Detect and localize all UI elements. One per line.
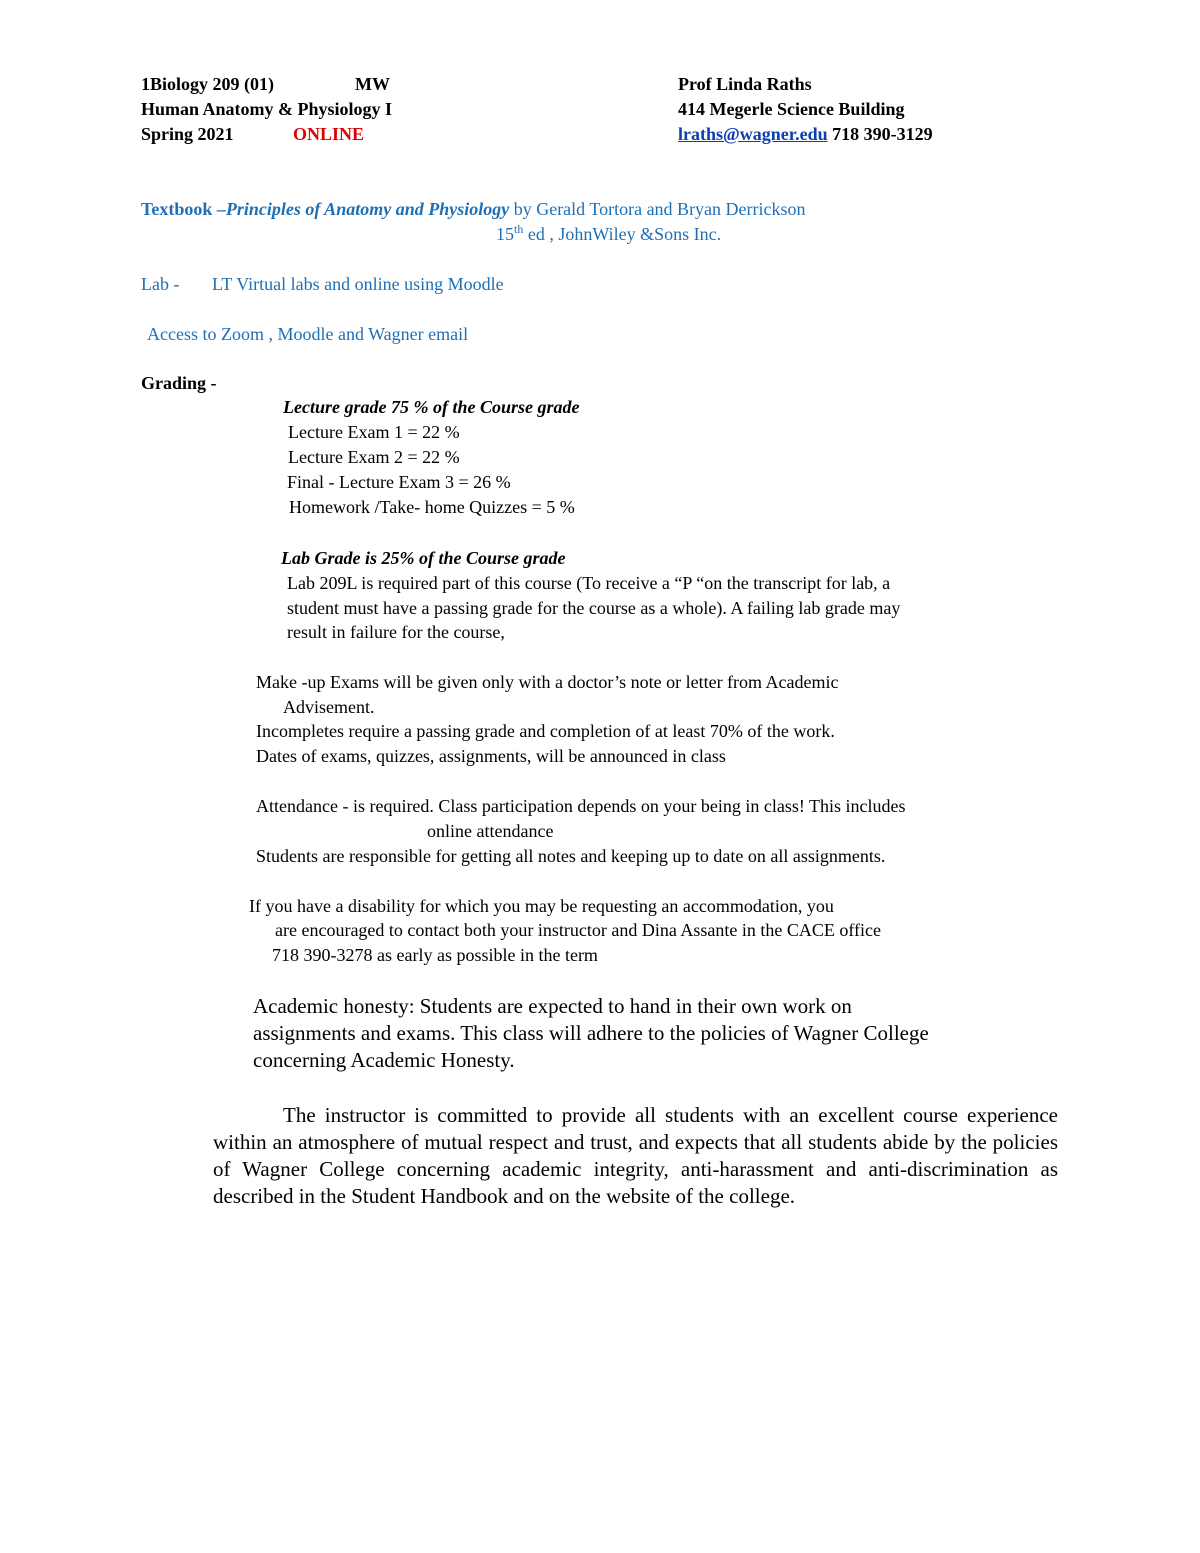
lab-grade-heading: Lab Grade is 25% of the Course grade [281, 548, 566, 568]
notes-policy: Students are responsible for getting all notes and keeping up to date on all assignments. [256, 846, 886, 866]
lab-grade-line: Lab 209L is required part of this course (To receive a “P “on the transcript for lab, a [287, 573, 891, 593]
honesty-line: Academic honesty: Students are expected to hand in their own work on [253, 994, 852, 1018]
makeup-policy-cont: Advisement. [283, 697, 375, 717]
professor-office: 414 Megerle Science Building [678, 99, 905, 119]
grading-label: Grading - [141, 373, 217, 393]
honesty-line: concerning Academic Honesty. [253, 1048, 515, 1072]
honesty-line: assignments and exams. This class will adhere to the policies of Wagner College [253, 1021, 929, 1045]
grading-item: Final - Lecture Exam 3 = 26 % [287, 472, 511, 492]
textbook-title: Principles of Anatomy and Physiology [225, 199, 510, 219]
professor-name: Prof Linda Raths [678, 74, 812, 94]
professor-phone: 718 390-3129 [832, 124, 933, 144]
edition-number: 15 [496, 224, 514, 244]
course-mode: ONLINE [293, 124, 365, 144]
makeup-policy: Make -up Exams will be given only with a doctor’s note or letter from Academic [256, 672, 839, 692]
edition-suffix: th [514, 222, 524, 236]
incompletes-policy: Incompletes require a passing grade and completion of at least 70% of the work. [256, 721, 835, 741]
lab-text: LT Virtual labs and online using Moodle [212, 274, 504, 294]
textbook-edition [496, 224, 721, 245]
professor-contact [678, 124, 933, 145]
professor-email-link[interactable]: lraths@wagner.edu [678, 124, 828, 144]
attendance-policy-cont: online attendance [427, 821, 554, 841]
lab-grade-line: result in failure for the course, [287, 622, 505, 642]
grading-item: Lecture Exam 2 = 22 % [288, 447, 460, 467]
course-term: Spring 2021 [141, 124, 234, 144]
disability-policy-phone: 718 390-3278 as early as possible in the term [272, 945, 598, 965]
textbook-authors: by Gerald Tortora and Bryan Derrickson [509, 199, 806, 219]
dates-policy: Dates of exams, quizzes, assignments, will be announced in class [256, 746, 726, 766]
lecture-grade-heading: Lecture grade 75 % of the Course grade [283, 397, 580, 417]
course-title: Human Anatomy & Physiology I [141, 99, 393, 119]
course-code: 1Biology 209 (01) [141, 74, 274, 94]
grading-item: Homework /Take- home Quizzes = 5 % [289, 497, 575, 517]
course-days: MW [355, 74, 390, 94]
edition-publisher: ed , JohnWiley &Sons Inc. [523, 224, 722, 244]
textbook-line [141, 199, 806, 220]
disability-policy-cont: are encouraged to contact both your instructor and Dina Assante in the CACE office [275, 920, 881, 940]
commitment-paragraph: The instructor is committed to provide all students with an excellent course experience within an atmosphere of mutual respect and trust, and expects that all students abide by the policies of Wagner College concerning academic integrity, anti-harassment and anti-discrimination as described in the Student Handbook and on the website of the college. [213, 1103, 1058, 1208]
disability-policy: If you have a disability for which you may be requesting an accommodation, you [249, 896, 834, 916]
textbook-label: Textbook – [141, 199, 226, 219]
lab-label: Lab - [141, 274, 180, 294]
lab-grade-line: student must have a passing grade for the course as a whole). A failing lab grade may [287, 598, 901, 618]
grading-item: Lecture Exam 1 = 22 % [288, 422, 460, 442]
access-line: Access to Zoom , Moodle and Wagner email [147, 324, 469, 344]
attendance-policy: Attendance - is required. Class participation depends on your being in class! This includes [256, 796, 906, 816]
